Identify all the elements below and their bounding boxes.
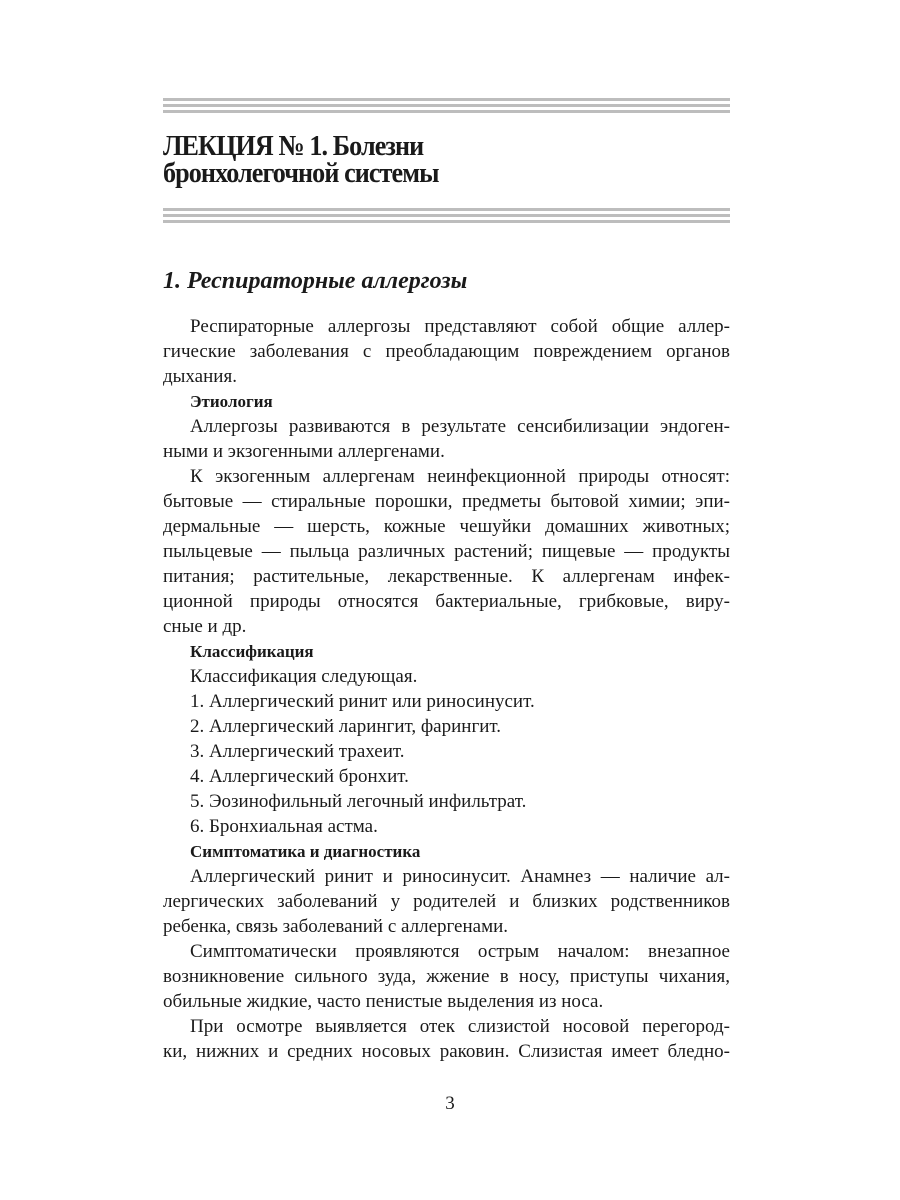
text-line: 5. Эозинофильный легочный инфильтрат. bbox=[190, 791, 527, 812]
text-line: сные и др. bbox=[163, 616, 247, 637]
subheading: Классификация bbox=[190, 642, 314, 661]
page-number: 3 bbox=[445, 1093, 455, 1114]
text-line: питания; растительные, лекарственные. К аллергенам инфек- bbox=[163, 566, 730, 587]
text-line: 6. Бронхиальная астма. bbox=[190, 816, 378, 837]
body-text bbox=[163, 314, 730, 1064]
text-line: Аллергический ринит и риносинусит. Анамнез — наличие ал- bbox=[190, 866, 730, 887]
section-heading: 1. Респираторные аллергозы bbox=[163, 268, 468, 294]
text-line: Респираторные аллергозы представляют собой общие аллер- bbox=[190, 316, 730, 337]
text-line: гические заболевания с преобладающим повреждением органов bbox=[163, 341, 730, 362]
chapter-title bbox=[163, 130, 439, 189]
subheading: Симптоматика и диагностика bbox=[190, 842, 421, 861]
text-line: ребенка, связь заболеваний с аллергенами. bbox=[163, 916, 509, 937]
header-rule-bottom bbox=[163, 208, 730, 226]
text-line: ки, нижних и средних носовых раковин. Слизистая имеет бледно- bbox=[163, 1041, 730, 1062]
text-line: 4. Аллергический бронхит. bbox=[190, 766, 409, 787]
text-line: возникновение сильного зуда, жжение в носу, приступы чихания, bbox=[163, 966, 730, 987]
text-line: Симптоматически проявляются острым началом: внезапное bbox=[190, 941, 730, 962]
text-line: При осмотре выявляется отек слизистой носовой перегород- bbox=[190, 1016, 730, 1037]
text-line: обильные жидкие, часто пенистые выделения из носа. bbox=[163, 991, 604, 1012]
text-line: лергических заболеваний у родителей и близких родственников bbox=[163, 891, 730, 912]
chapter-title-line: бронхолегочной системы bbox=[163, 157, 439, 189]
text-line: пыльцевые — пыльца различных растений; пищевые — продукты bbox=[163, 541, 730, 562]
text-line: ционной природы относятся бактериальные, грибковые, виру- bbox=[163, 591, 730, 612]
header-rule-top bbox=[163, 98, 730, 116]
text-line: 3. Аллергический трахеит. bbox=[190, 741, 405, 762]
chapter-title-line: ЛЕКЦИЯ № 1. Болезни bbox=[163, 130, 424, 162]
text-line: ными и экзогенными аллергенами. bbox=[163, 441, 445, 462]
subheading: Этиология bbox=[190, 392, 273, 411]
text-line: дермальные — шерсть, кожные чешуйки домашних животных; bbox=[163, 516, 730, 537]
text-line: бытовые — стиральные порошки, предметы бытовой химии; эпи- bbox=[163, 491, 730, 512]
text-line: 1. Аллергический ринит или риносинусит. bbox=[190, 691, 535, 712]
text-line: Аллергозы развиваются в результате сенсибилизации эндоген- bbox=[190, 416, 730, 437]
text-line: Классификация следующая. bbox=[190, 666, 418, 687]
text-line: 2. Аллергический ларингит, фарингит. bbox=[190, 716, 502, 737]
text-line: К экзогенным аллергенам неинфекционной природы относят: bbox=[190, 466, 730, 487]
text-line: дыхания. bbox=[163, 366, 237, 387]
